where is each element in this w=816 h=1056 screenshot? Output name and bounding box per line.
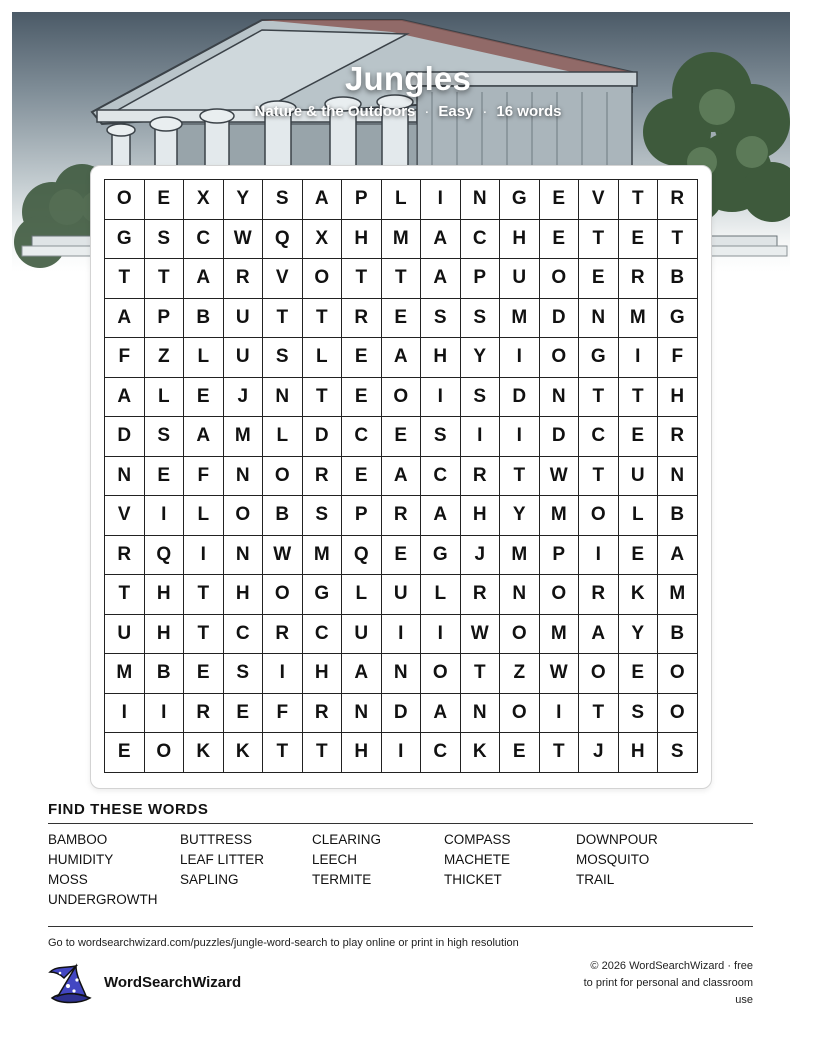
grid-cell[interactable]: W — [263, 536, 303, 576]
grid-cell[interactable]: H — [461, 496, 501, 536]
grid-cell[interactable]: P — [145, 299, 185, 339]
grid-cell[interactable]: M — [658, 575, 698, 615]
goto-link-text[interactable]: Go to wordsearchwizard.com/puzzles/jungle-word-search to play online or print in high resolution — [48, 937, 519, 949]
word-list-item: TRAIL — [576, 872, 615, 887]
grid-cell[interactable]: I — [619, 338, 659, 378]
grid-cell[interactable]: M — [500, 536, 540, 576]
grid-cell[interactable]: M — [500, 299, 540, 339]
grid-cell[interactable]: T — [540, 733, 580, 773]
grid-cell[interactable]: N — [382, 654, 422, 694]
difficulty-label: Easy — [438, 103, 474, 120]
grid-cell[interactable]: R — [658, 180, 698, 220]
word-list-item: THICKET — [444, 872, 502, 887]
grid-cell[interactable]: O — [658, 654, 698, 694]
grid-cell[interactable]: X — [184, 180, 224, 220]
word-list-item: MOSQUITO — [576, 852, 650, 867]
grid-cell[interactable]: A — [421, 694, 461, 734]
grid-cell[interactable]: E — [342, 338, 382, 378]
grid-cell[interactable]: E — [619, 220, 659, 260]
grid-cell[interactable]: K — [184, 733, 224, 773]
grid-cell[interactable]: K — [224, 733, 264, 773]
grid-cell[interactable]: O — [263, 457, 303, 497]
grid-cell[interactable]: T — [105, 575, 145, 615]
grid-cell[interactable]: D — [105, 417, 145, 457]
grid-cell[interactable]: T — [342, 259, 382, 299]
grid-cell[interactable]: M — [382, 220, 422, 260]
grid-cell[interactable]: I — [421, 180, 461, 220]
grid-cell[interactable]: N — [224, 457, 264, 497]
grid-cell[interactable]: T — [263, 733, 303, 773]
grid-cell[interactable]: A — [342, 654, 382, 694]
grid-cell[interactable]: C — [461, 220, 501, 260]
grid-cell[interactable]: T — [579, 694, 619, 734]
grid-cell[interactable]: T — [184, 575, 224, 615]
word-list-item: LEAF LITTER — [180, 852, 265, 867]
word-list-item: DOWNPOUR — [576, 832, 658, 847]
grid-cell[interactable]: O — [263, 575, 303, 615]
grid-cell[interactable]: V — [579, 180, 619, 220]
grid-cell[interactable]: K — [619, 575, 659, 615]
divider — [48, 823, 753, 824]
grid-cell[interactable]: O — [540, 259, 580, 299]
grid-cell[interactable]: G — [579, 338, 619, 378]
grid-cell[interactable]: D — [382, 694, 422, 734]
grid-cell[interactable]: T — [619, 378, 659, 418]
grid-cell[interactable]: L — [263, 417, 303, 457]
grid-cell[interactable]: H — [224, 575, 264, 615]
copyright-text: © 2026 WordSearchWizard · free to print for personal and classroom use — [583, 960, 753, 1006]
grid-cell[interactable]: G — [105, 220, 145, 260]
grid-cell[interactable]: E — [382, 299, 422, 339]
grid-cell[interactable]: E — [105, 733, 145, 773]
grid-cell[interactable]: N — [579, 299, 619, 339]
letter-grid[interactable] — [104, 179, 698, 773]
grid-cell[interactable]: W — [540, 654, 580, 694]
grid-cell[interactable]: B — [658, 496, 698, 536]
grid-cell[interactable]: G — [658, 299, 698, 339]
grid-cell[interactable]: U — [500, 259, 540, 299]
grid-cell[interactable]: F — [658, 338, 698, 378]
grid-cell[interactable]: U — [224, 338, 264, 378]
category-label: Nature & the Outdoors — [254, 103, 416, 120]
grid-cell[interactable]: A — [382, 338, 422, 378]
grid-cell[interactable]: M — [303, 536, 343, 576]
grid-cell[interactable]: T — [579, 220, 619, 260]
grid-cell[interactable]: C — [184, 220, 224, 260]
grid-cell[interactable]: T — [303, 299, 343, 339]
grid-cell[interactable]: J — [579, 733, 619, 773]
grid-cell[interactable]: E — [382, 536, 422, 576]
grid-cell[interactable]: T — [579, 457, 619, 497]
grid-cell[interactable]: H — [500, 220, 540, 260]
grid-cell[interactable]: L — [145, 378, 185, 418]
grid-cell[interactable]: I — [263, 654, 303, 694]
word-list-item: BAMBOO — [48, 832, 108, 847]
word-list-item: LEECH — [312, 852, 358, 867]
grid-cell[interactable]: O — [500, 615, 540, 655]
grid-cell[interactable]: O — [382, 378, 422, 418]
grid-cell[interactable]: D — [303, 417, 343, 457]
puzzle-title: Jungles — [344, 60, 472, 97]
grid-cell[interactable]: E — [540, 220, 580, 260]
grid-cell[interactable]: E — [619, 417, 659, 457]
grid-cell[interactable]: X — [303, 220, 343, 260]
grid-cell[interactable]: R — [461, 457, 501, 497]
grid-cell[interactable]: T — [263, 299, 303, 339]
grid-cell[interactable]: R — [342, 299, 382, 339]
word-list-heading: FIND THESE WORDS — [48, 801, 209, 818]
grid-cell[interactable]: Z — [145, 338, 185, 378]
grid-cell[interactable]: G — [500, 180, 540, 220]
grid-cell[interactable]: T — [579, 378, 619, 418]
grid-cell[interactable]: S — [263, 180, 303, 220]
grid-cell[interactable]: F — [263, 694, 303, 734]
grid-cell[interactable]: I — [579, 536, 619, 576]
grid-cell[interactable]: E — [619, 536, 659, 576]
grid-cell[interactable]: D — [500, 378, 540, 418]
grid-cell[interactable]: A — [421, 220, 461, 260]
grid-cell[interactable]: L — [382, 180, 422, 220]
grid-cell[interactable]: O — [540, 338, 580, 378]
grid-cell[interactable]: Z — [500, 654, 540, 694]
grid-cell[interactable]: S — [461, 378, 501, 418]
word-list-item: CLEARING — [312, 832, 382, 847]
grid-cell[interactable]: S — [303, 496, 343, 536]
grid-cell[interactable]: E — [500, 733, 540, 773]
grid-cell[interactable]: M — [619, 299, 659, 339]
grid-cell[interactable]: U — [342, 615, 382, 655]
grid-cell[interactable]: B — [658, 615, 698, 655]
grid-cell[interactable]: R — [303, 457, 343, 497]
grid-cell[interactable]: A — [105, 378, 145, 418]
grid-cell[interactable]: I — [461, 417, 501, 457]
grid-cell[interactable]: I — [145, 496, 185, 536]
grid-cell[interactable]: R — [382, 496, 422, 536]
grid-cell[interactable]: S — [224, 654, 264, 694]
word-list-item: TERMITE — [312, 872, 372, 887]
grid-cell[interactable]: E — [382, 417, 422, 457]
grid-cell[interactable]: P — [540, 536, 580, 576]
grid-cell[interactable]: M — [224, 417, 264, 457]
grid-cell[interactable]: I — [500, 417, 540, 457]
grid-cell[interactable]: W — [224, 220, 264, 260]
grid-cell[interactable]: M — [105, 654, 145, 694]
grid-cell[interactable]: Y — [619, 615, 659, 655]
grid-cell[interactable]: T — [303, 733, 343, 773]
grid-cell[interactable]: O — [105, 180, 145, 220]
word-list-item: BUTTRESS — [180, 832, 253, 847]
grid-cell[interactable]: S — [421, 299, 461, 339]
grid-cell[interactable]: Y — [500, 496, 540, 536]
grid-cell[interactable]: R — [184, 694, 224, 734]
grid-cell[interactable]: S — [619, 694, 659, 734]
grid-cell[interactable]: R — [224, 259, 264, 299]
divider — [48, 926, 753, 927]
grid-cell[interactable]: F — [105, 338, 145, 378]
grid-cell[interactable]: C — [342, 417, 382, 457]
separator: · — [424, 103, 430, 120]
grid-cell[interactable]: E — [184, 378, 224, 418]
grid-cell[interactable]: H — [421, 338, 461, 378]
grid-cell[interactable]: M — [540, 496, 580, 536]
grid-cell[interactable]: E — [540, 180, 580, 220]
grid-cell[interactable]: B — [658, 259, 698, 299]
grid-cell[interactable]: A — [303, 180, 343, 220]
word-list — [48, 832, 753, 908]
grid-cell[interactable]: R — [105, 536, 145, 576]
grid-cell[interactable]: N — [105, 457, 145, 497]
grid-cell[interactable]: S — [145, 220, 185, 260]
grid-cell[interactable]: I — [421, 378, 461, 418]
grid-cell[interactable]: I — [500, 338, 540, 378]
grid-cell[interactable]: E — [619, 654, 659, 694]
grid-cell[interactable]: H — [303, 654, 343, 694]
grid-cell[interactable]: I — [105, 694, 145, 734]
grid-cell[interactable]: N — [224, 536, 264, 576]
grid-cell[interactable]: E — [342, 378, 382, 418]
word-list-item: UNDERGROWTH — [48, 892, 158, 907]
grid-cell[interactable]: P — [342, 496, 382, 536]
grid-cell[interactable]: E — [342, 457, 382, 497]
grid-cell[interactable]: E — [145, 180, 185, 220]
word-list-item: COMPASS — [444, 832, 511, 847]
grid-cell[interactable]: T — [382, 259, 422, 299]
grid-cell[interactable]: L — [342, 575, 382, 615]
grid-cell[interactable]: H — [342, 733, 382, 773]
grid-cell[interactable]: A — [579, 615, 619, 655]
grid-cell[interactable]: E — [224, 694, 264, 734]
puzzle-subtitle — [0, 103, 816, 120]
grid-cell[interactable]: O — [224, 496, 264, 536]
grid-cell[interactable]: O — [579, 496, 619, 536]
grid-cell[interactable]: K — [461, 733, 501, 773]
grid-cell[interactable]: P — [461, 259, 501, 299]
grid-cell[interactable]: O — [421, 654, 461, 694]
grid-cell[interactable]: S — [263, 338, 303, 378]
grid-cell[interactable]: T — [461, 654, 501, 694]
grid-cell[interactable]: U — [224, 299, 264, 339]
grid-cell[interactable]: H — [658, 378, 698, 418]
grid-cell[interactable]: W — [461, 615, 501, 655]
grid-cell[interactable]: A — [421, 496, 461, 536]
brand-name: WordSearchWizard — [104, 974, 242, 991]
grid-cell[interactable]: E — [579, 259, 619, 299]
grid-cell[interactable]: C — [421, 457, 461, 497]
grid-cell[interactable]: L — [619, 496, 659, 536]
grid-cell[interactable]: A — [382, 457, 422, 497]
grid-cell[interactable]: B — [184, 299, 224, 339]
grid-cell[interactable]: O — [540, 575, 580, 615]
grid-cell[interactable]: M — [540, 615, 580, 655]
grid-cell[interactable]: H — [619, 733, 659, 773]
grid-cell[interactable]: C — [224, 615, 264, 655]
grid-cell[interactable]: T — [619, 180, 659, 220]
grid-cell[interactable]: D — [540, 299, 580, 339]
grid-cell[interactable]: T — [658, 220, 698, 260]
grid-cell[interactable]: E — [145, 457, 185, 497]
grid-cell[interactable]: L — [421, 575, 461, 615]
grid-cell[interactable]: Y — [224, 180, 264, 220]
grid-cell[interactable]: C — [421, 733, 461, 773]
grid-cell[interactable]: J — [461, 536, 501, 576]
grid-cell[interactable]: B — [145, 654, 185, 694]
grid-cell[interactable]: V — [105, 496, 145, 536]
grid-cell[interactable]: U — [105, 615, 145, 655]
grid-cell[interactable]: Q — [145, 536, 185, 576]
grid-cell[interactable]: I — [382, 615, 422, 655]
grid-cell[interactable]: L — [184, 496, 224, 536]
grid-cell[interactable]: Q — [342, 536, 382, 576]
grid-cell[interactable]: S — [421, 417, 461, 457]
grid-cell[interactable]: Q — [263, 220, 303, 260]
grid-cell[interactable]: H — [145, 615, 185, 655]
grid-cell[interactable]: I — [421, 615, 461, 655]
grid-cell[interactable]: T — [145, 259, 185, 299]
grid-cell[interactable]: T — [184, 615, 224, 655]
word-list-item: HUMIDITY — [48, 852, 114, 867]
grid-cell[interactable]: U — [619, 457, 659, 497]
grid-cell[interactable]: G — [421, 536, 461, 576]
word-list-item: MOSS — [48, 872, 88, 887]
word-list-item: SAPLING — [180, 872, 239, 887]
grid-cell[interactable]: O — [500, 694, 540, 734]
grid-cell[interactable]: O — [658, 694, 698, 734]
grid-cell[interactable]: R — [619, 259, 659, 299]
grid-cell[interactable]: J — [224, 378, 264, 418]
grid-cell[interactable]: N — [263, 378, 303, 418]
wizard-hat-icon — [46, 962, 94, 1006]
grid-cell[interactable]: A — [421, 259, 461, 299]
grid-cell[interactable]: L — [184, 338, 224, 378]
grid-cell[interactable]: O — [145, 733, 185, 773]
grid-cell[interactable]: C — [579, 417, 619, 457]
word-list-item: MACHETE — [444, 852, 511, 867]
grid-cell[interactable]: N — [461, 180, 501, 220]
grid-cell[interactable]: S — [461, 299, 501, 339]
grid-cell[interactable]: H — [145, 575, 185, 615]
grid-cell[interactable]: A — [184, 417, 224, 457]
grid-cell[interactable]: B — [263, 496, 303, 536]
grid-cell[interactable]: N — [342, 694, 382, 734]
grid-cell[interactable]: N — [658, 457, 698, 497]
grid-cell[interactable]: T — [500, 457, 540, 497]
grid-cell[interactable]: R — [461, 575, 501, 615]
grid-cell[interactable]: S — [145, 417, 185, 457]
separator: · — [482, 103, 488, 120]
grid-cell[interactable]: R — [303, 694, 343, 734]
grid-cell[interactable]: T — [105, 259, 145, 299]
grid-cell[interactable]: C — [303, 615, 343, 655]
grid-cell[interactable]: L — [303, 338, 343, 378]
grid-cell[interactable]: E — [184, 654, 224, 694]
grid-cell[interactable]: P — [342, 180, 382, 220]
grid-cell[interactable]: F — [184, 457, 224, 497]
grid-cell[interactable]: Y — [461, 338, 501, 378]
grid-cell[interactable]: U — [382, 575, 422, 615]
grid-cell[interactable]: O — [303, 259, 343, 299]
grid-cell[interactable]: O — [579, 654, 619, 694]
grid-cell[interactable]: A — [658, 536, 698, 576]
grid-cell[interactable]: R — [579, 575, 619, 615]
grid-cell[interactable]: D — [540, 417, 580, 457]
grid-cell[interactable]: N — [500, 575, 540, 615]
word-count-label: 16 words — [496, 103, 562, 120]
grid-cell[interactable]: I — [184, 536, 224, 576]
grid-cell[interactable]: R — [263, 615, 303, 655]
grid-cell[interactable]: G — [303, 575, 343, 615]
grid-cell[interactable]: I — [145, 694, 185, 734]
grid-cell[interactable]: N — [461, 694, 501, 734]
grid-cell[interactable]: V — [263, 259, 303, 299]
grid-cell[interactable]: I — [540, 694, 580, 734]
grid-cell[interactable]: A — [105, 299, 145, 339]
grid-cell[interactable]: R — [658, 417, 698, 457]
grid-cell[interactable]: A — [184, 259, 224, 299]
grid-cell[interactable]: H — [342, 220, 382, 260]
grid-cell[interactable]: I — [382, 733, 422, 773]
grid-cell[interactable]: N — [540, 378, 580, 418]
grid-cell[interactable]: S — [658, 733, 698, 773]
grid-cell[interactable]: W — [540, 457, 580, 497]
grid-cell[interactable]: T — [303, 378, 343, 418]
